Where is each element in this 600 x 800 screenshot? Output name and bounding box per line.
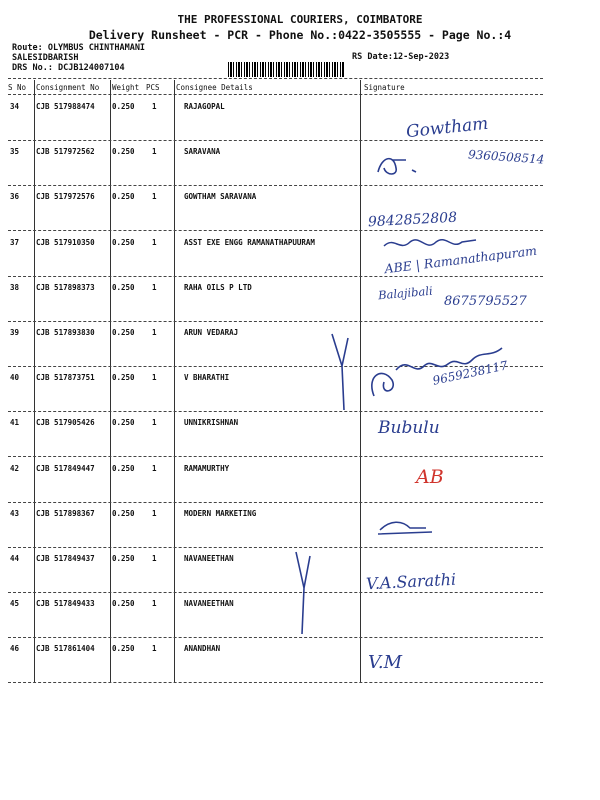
consignment-cell: CJB 517972562 [36,147,95,156]
weight-cell: 0.250 [112,147,135,156]
col-weight-header: Weight [112,83,140,92]
sno-cell: 43 [10,509,20,518]
weight-cell: 0.250 [112,373,135,382]
sno-cell: 38 [10,283,20,292]
weight-cell: 0.250 [112,599,135,608]
signature-gowtham: Gowtham [405,113,490,143]
consignment-cell: CJB 517849433 [36,599,95,608]
consignment-cell: CJB 517972576 [36,192,95,201]
consignee-cell: ANANDHAN [184,644,221,653]
pcs-cell: 1 [152,283,157,292]
pcs-cell: 1 [152,599,157,608]
table-row [0,96,600,142]
sno-cell: 37 [10,238,20,247]
consignee-cell: NAVANEETHAN [184,554,234,563]
pcs-cell: 1 [152,464,157,473]
drs-number: DRS No.: DCJB124007104 [12,63,125,73]
consignment-cell: CJB 517910350 [36,238,95,247]
consignee-cell: GOWTHAM SARAVANA [184,192,257,201]
consignment-cell: CJB 517849447 [36,464,95,473]
col-consignment-header: Consignment No [36,83,100,92]
consignment-cell: CJB 517898373 [36,283,95,292]
weight-cell: 0.250 [112,418,135,427]
consignee-cell: RAMAMURTHY [184,464,230,473]
weight-cell: 0.250 [112,464,135,473]
col-sno-header: S No [8,83,27,92]
signature-38: Balajibali [377,283,434,303]
pcs-cell: 1 [152,554,157,563]
col-consignee-header: Consignee Details [176,83,253,92]
signature-44: V.A.Sarathi [365,569,457,594]
pcs-cell: 1 [152,644,157,653]
signature-37: ABE | Ramanathapuram [383,242,538,277]
pcs-cell: 1 [152,192,157,201]
sno-cell: 35 [10,147,20,156]
weight-cell: 0.250 [112,509,135,518]
consignment-cell: CJB 517849437 [36,554,95,563]
consignee-cell: SARAVANA [184,147,221,156]
phone-40: 9659238117 [431,358,509,388]
table-row [0,458,600,504]
header-bottom-rule [8,94,543,95]
header-top-rule [8,78,543,79]
col-signature-header: Signature [364,83,405,92]
pcs-cell: 1 [152,328,157,337]
consignment-cell: CJB 517893830 [36,328,95,337]
weight-cell: 0.250 [112,238,135,247]
consignment-cell: CJB 517905426 [36,418,95,427]
table-row [0,503,600,549]
consignee-cell: RAJAGOPAL [184,102,225,111]
consignment-cell: CJB 517898367 [36,509,95,518]
bracket-mark [290,548,320,638]
table-row [0,638,600,684]
row-divider [8,682,543,683]
consignee-cell: ARUN VEDARAJ [184,328,239,337]
phone-37: 9842852808 [367,209,458,231]
sno-cell: 36 [10,192,20,201]
sno-cell: 42 [10,464,20,473]
route-label: Route: OLYMBUS CHINTHAMANI [12,43,146,53]
rs-date: RS Date:12-Sep-2023 [352,52,450,62]
runsheet-title: THE PROFESSIONAL COURIERS, COIMBATORE [177,13,423,26]
pcs-cell: 1 [152,373,157,382]
consignee-cell: V BHARATHI [184,373,230,382]
signature-scribble-35 [372,150,432,180]
barcode [228,62,344,77]
sno-cell: 34 [10,102,20,111]
runsheet-subtitle: Delivery Runsheet - PCR - Phone No.:0422-3505555 - Page No.:4 [88,28,512,42]
sno-cell: 44 [10,554,20,563]
phone-38: 8675795527 [444,294,527,309]
pcs-cell: 1 [152,509,157,518]
consignee-cell: UNNIKRISHNAN [184,418,239,427]
col-pcs-header: PCS [146,83,160,92]
weight-cell: 0.250 [112,102,135,111]
sno-cell: 45 [10,599,20,608]
pcs-cell: 1 [152,102,157,111]
consignee-cell: RAHA OILS P LTD [184,283,252,292]
signature-42: AB [416,466,444,488]
pcs-cell: 1 [152,238,157,247]
pcs-cell: 1 [152,418,157,427]
weight-cell: 0.250 [112,644,135,653]
phone-35: 9360508514 [467,147,545,167]
weight-cell: 0.250 [112,554,135,563]
bracket-mark [326,332,356,412]
sno-cell: 46 [10,644,20,653]
consignment-cell: CJB 517873751 [36,373,95,382]
signature-41: Bubulu [378,418,440,438]
consignment-cell: CJB 517861404 [36,644,95,653]
consignee-cell: NAVANEETHAN [184,599,234,608]
sno-cell: 40 [10,373,20,382]
consignment-cell: CJB 517988474 [36,102,95,111]
table-row [0,412,600,458]
consignee-cell: MODERN MARKETING [184,509,257,518]
signature-scribble-43 [376,518,436,538]
sno-cell: 41 [10,418,20,427]
weight-cell: 0.250 [112,192,135,201]
signature-46: V.M [368,652,403,673]
consignee-cell: ASST EXE ENGG RAMANATHAPUURAM [184,238,315,247]
table-row [0,186,600,232]
weight-cell: 0.250 [112,328,135,337]
sno-cell: 39 [10,328,20,337]
staff-label: SALESIDBARISH [12,53,79,63]
pcs-cell: 1 [152,147,157,156]
weight-cell: 0.250 [112,283,135,292]
